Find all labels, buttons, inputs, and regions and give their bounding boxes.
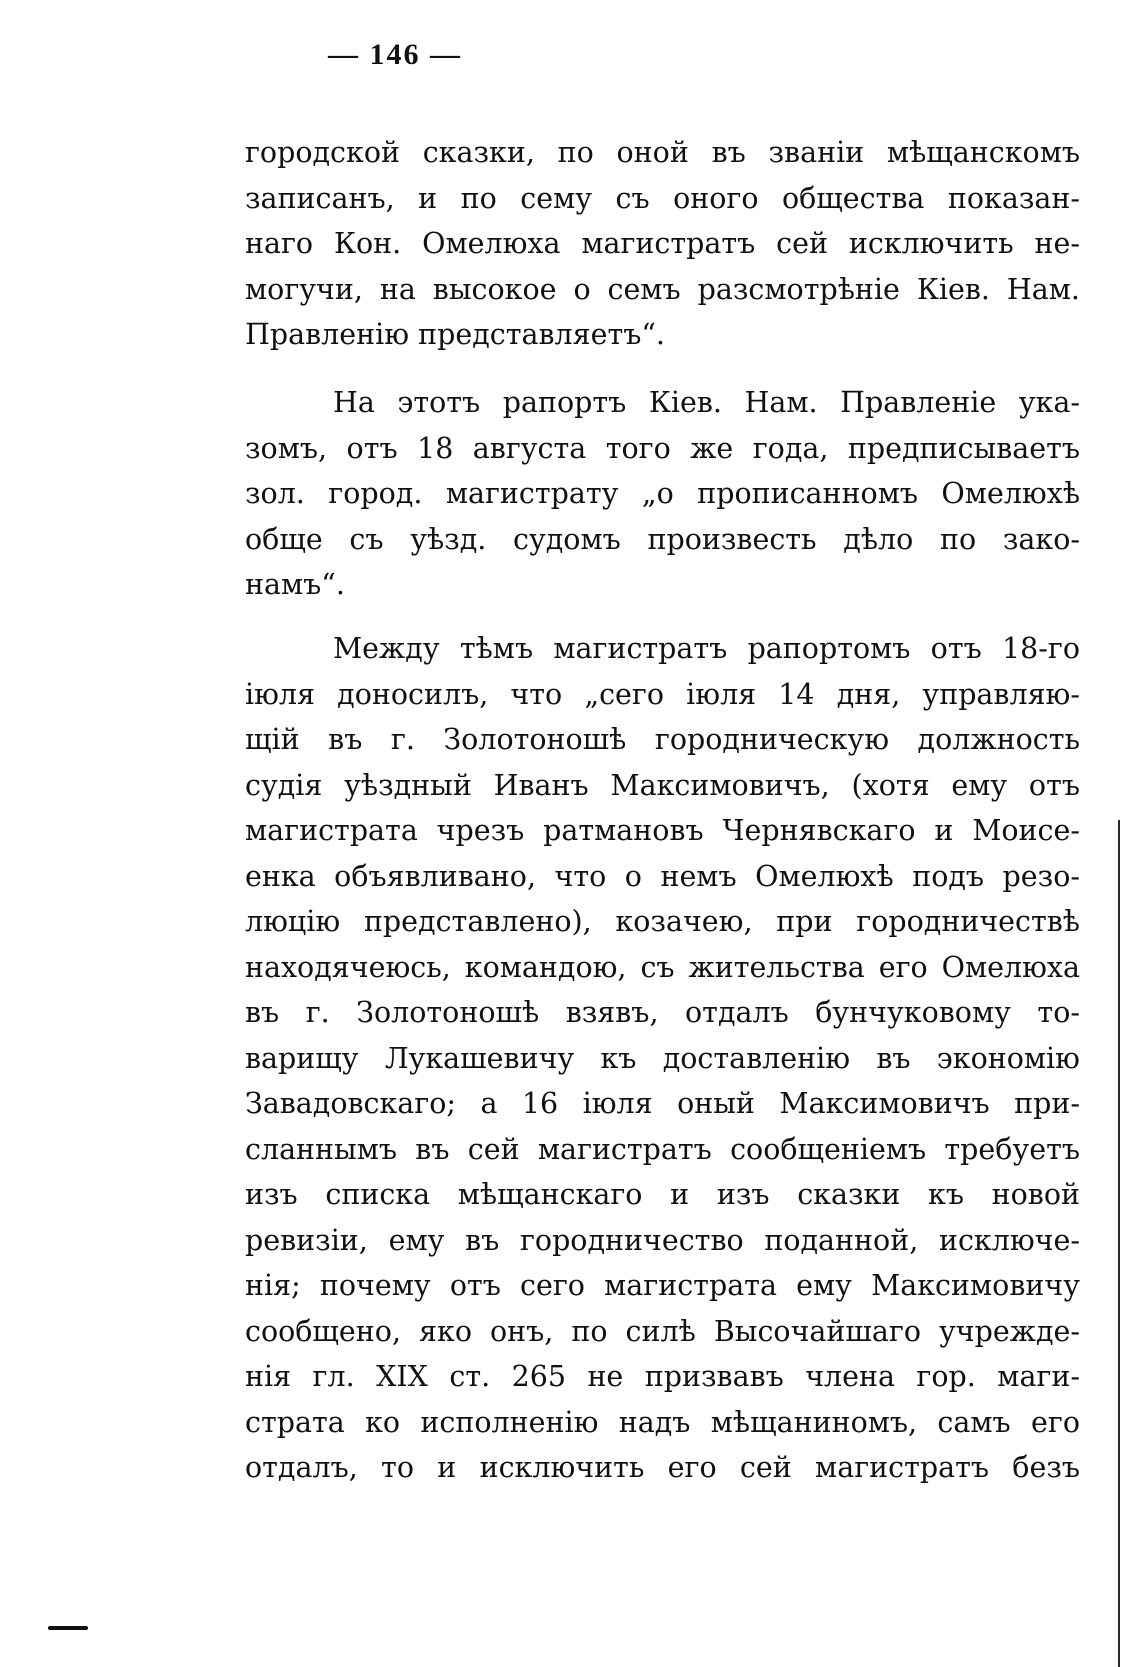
text-line: нія; почему отъ сего магистрата ему Максимовичу (245, 1269, 1080, 1302)
paragraph-decree (245, 380, 1080, 608)
text-line: намъ“. (245, 568, 345, 601)
text-line: варищу Лукашевичу къ доставленію въ экономію (245, 1041, 1080, 1075)
text-line: На этотъ рапортъ Кіев. Нам. Правленіе ука- (333, 386, 1080, 419)
text-line: могучи, на высокое о семъ разсмотрѣніе Кіев. Нам. (245, 272, 1080, 306)
text-line: судія уѣздный Иванъ Максимовичъ, (хотя ему отъ (245, 768, 1080, 802)
text-line: зол. город. магистрату „о прописанномъ Омелюхѣ (245, 477, 1080, 510)
text-line: сообщено, яко онъ, по силѣ Высочайшаго учрежде- (245, 1314, 1080, 1348)
text-line: сланнымъ въ сей магистратъ сообщеніемъ требуетъ (245, 1132, 1080, 1166)
text-line: ревизіи, ему въ городничество поданной, исключе- (245, 1223, 1080, 1257)
text-line: магистрата чрезъ ратмановъ Чернявскаго и Моисе- (245, 814, 1080, 847)
text-line: городской сказки, по оной въ званіи мѣщанскомъ (245, 136, 1080, 169)
text-line: нія гл. XIX ст. 265 не призвавъ члена гор. маги- (245, 1360, 1080, 1393)
margin-mark (48, 1626, 88, 1630)
text-line: страта ко исполненію надъ мѣщаниномъ, самъ его (245, 1405, 1080, 1439)
text-line: енка объявливано, что о немъ Омелюхѣ подъ резо- (245, 859, 1080, 893)
text-line: обще съ уѣзд. судомъ произвесть дѣло по зако- (245, 522, 1080, 556)
text-line: щій въ г. Золотоношѣ городническую должность (245, 723, 1080, 756)
text-line: отдалъ, то и исключить его сей магистратъ безъ (245, 1451, 1080, 1484)
text-line: Между тѣмъ магистратъ рапортомъ отъ 18-го (333, 632, 1080, 665)
text-line: изъ списка мѣщанскаго и изъ сказки къ новой (245, 1178, 1080, 1211)
text-line: іюля доносилъ, что „сего іюля 14 дня, управляю- (245, 677, 1080, 711)
text-line: зомъ, отъ 18 августа того же года, предписываетъ (245, 431, 1080, 465)
text-line: записанъ, и по сему съ оного общества показан- (245, 181, 1080, 215)
text-line: наго Кон. Омелюха магистратъ сей исключить не- (245, 227, 1080, 260)
page-number: — 146 — (328, 38, 462, 71)
paragraph-report (245, 626, 1080, 1491)
text-line: Правленію представляетъ“. (245, 318, 665, 351)
text-line: люцію представлено), козачею, при городничествѣ (245, 905, 1080, 938)
text-line: находячеюсь, командою, съ жительства его Омелюха (245, 950, 1080, 984)
text-line: Завадовскаго; а 16 іюля оный Максимовичъ при- (245, 1087, 1080, 1120)
paragraph-continuation (245, 130, 1080, 358)
scan-edge-line (1118, 820, 1120, 1667)
text-line: въ г. Золотоношѣ взявъ, отдалъ бунчуковому то- (245, 996, 1080, 1029)
